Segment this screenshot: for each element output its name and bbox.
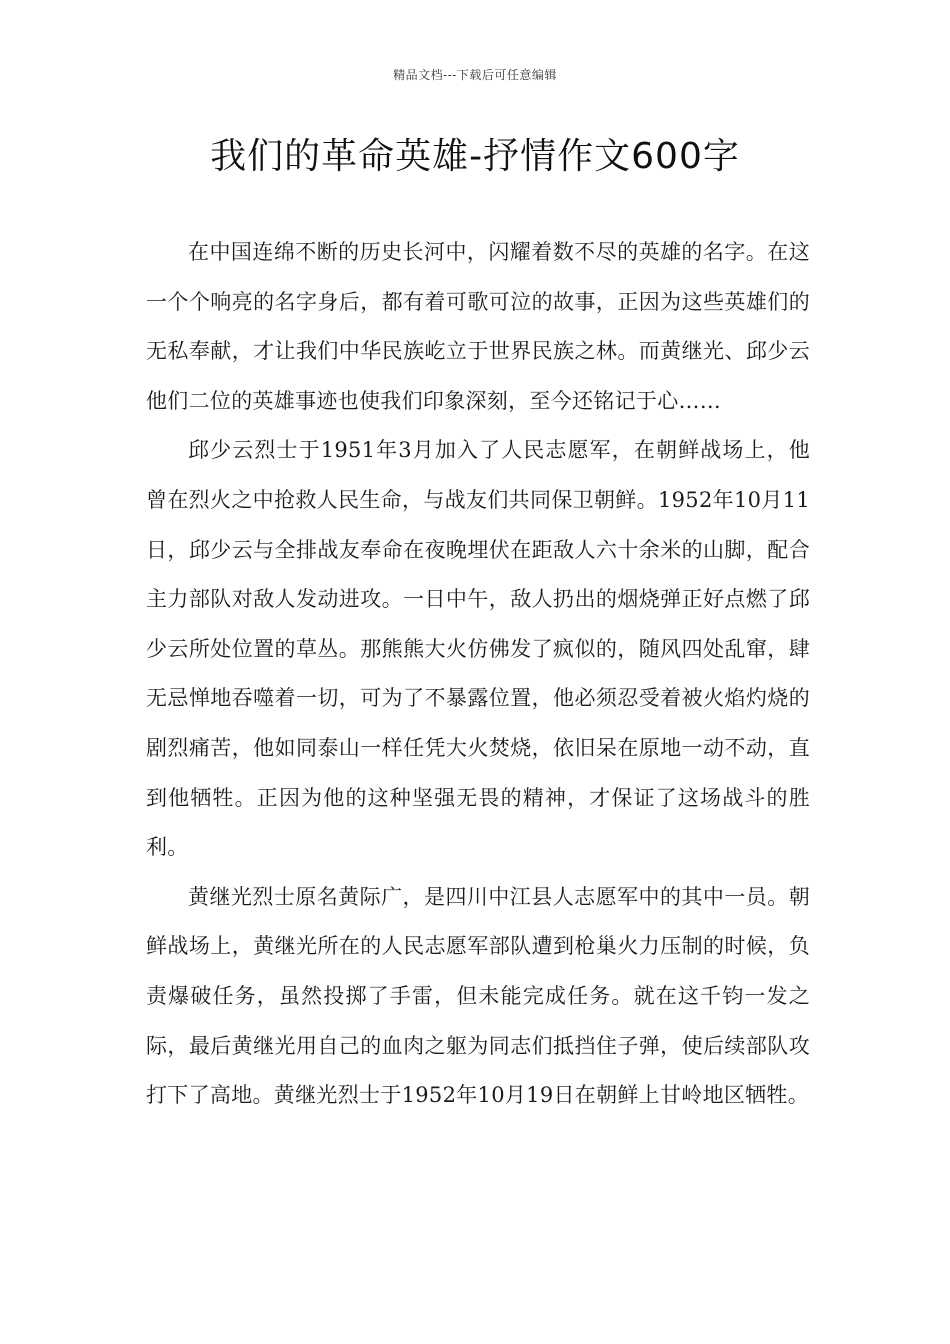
document-title: 我们的革命英雄-抒情作文600字	[210, 136, 740, 177]
paragraph-1: 在中国连绵不断的历史长河中，闪耀着数不尽的英雄的名字。在这一个个响亮的名字身后，都有着可歌可泣的故事，正因为这些英雄们的无私奉献，才让我们中华民族屹立于世界民族之林。而黄继光、邱少云他们二位的英雄事迹也使我们印象深刻，至今还铭记于心……	[146, 240, 810, 413]
paragraph-2: 邱少云烈士于1951年3月加入了人民志愿军，在朝鲜战场上，他曾在烈火之中抢救人民生命，与战友们共同保卫朝鲜。1952年10月11日，邱少云与全排战友奉命在夜晚埋伏在距敌人六十余米的山脚，配合主力部队对敌人发动进攻。一日中午，敌人扔出的烟烧弹正好点燃了邱少云所处位置的草丛。那熊熊大火仿佛发了疯似的，随风四处乱窜，肆无忌惮地吞噬着一切，可为了不暴露位置，他必须忍受着被火焰灼烧的剧烈痛苦，他如同泰山一样任凭大火焚烧，依旧呆在原地一动不动，直到他牺牲。正因为他的这种坚强无畏的精神，才保证了这场战斗的胜利。	[146, 438, 810, 860]
document-body	[146, 228, 810, 1121]
paragraph-3: 黄继光烈士原名黄际广，是四川中江县人志愿军中的其中一员。朝鲜战场上，黄继光所在的人民志愿军部队遭到枪巢火力压制的时候，负责爆破任务，虽然投掷了手雷，但未能完成任务。就在这千钧一发之际，最后黄继光用自己的血肉之躯为同志们抵挡住子弹，使后续部队攻打下了高地。黄继光烈士于1952年10月19日在朝鲜上甘岭地区牺牲。	[146, 884, 810, 1108]
header-note: 精品文档---下载后可任意编辑	[393, 68, 557, 82]
